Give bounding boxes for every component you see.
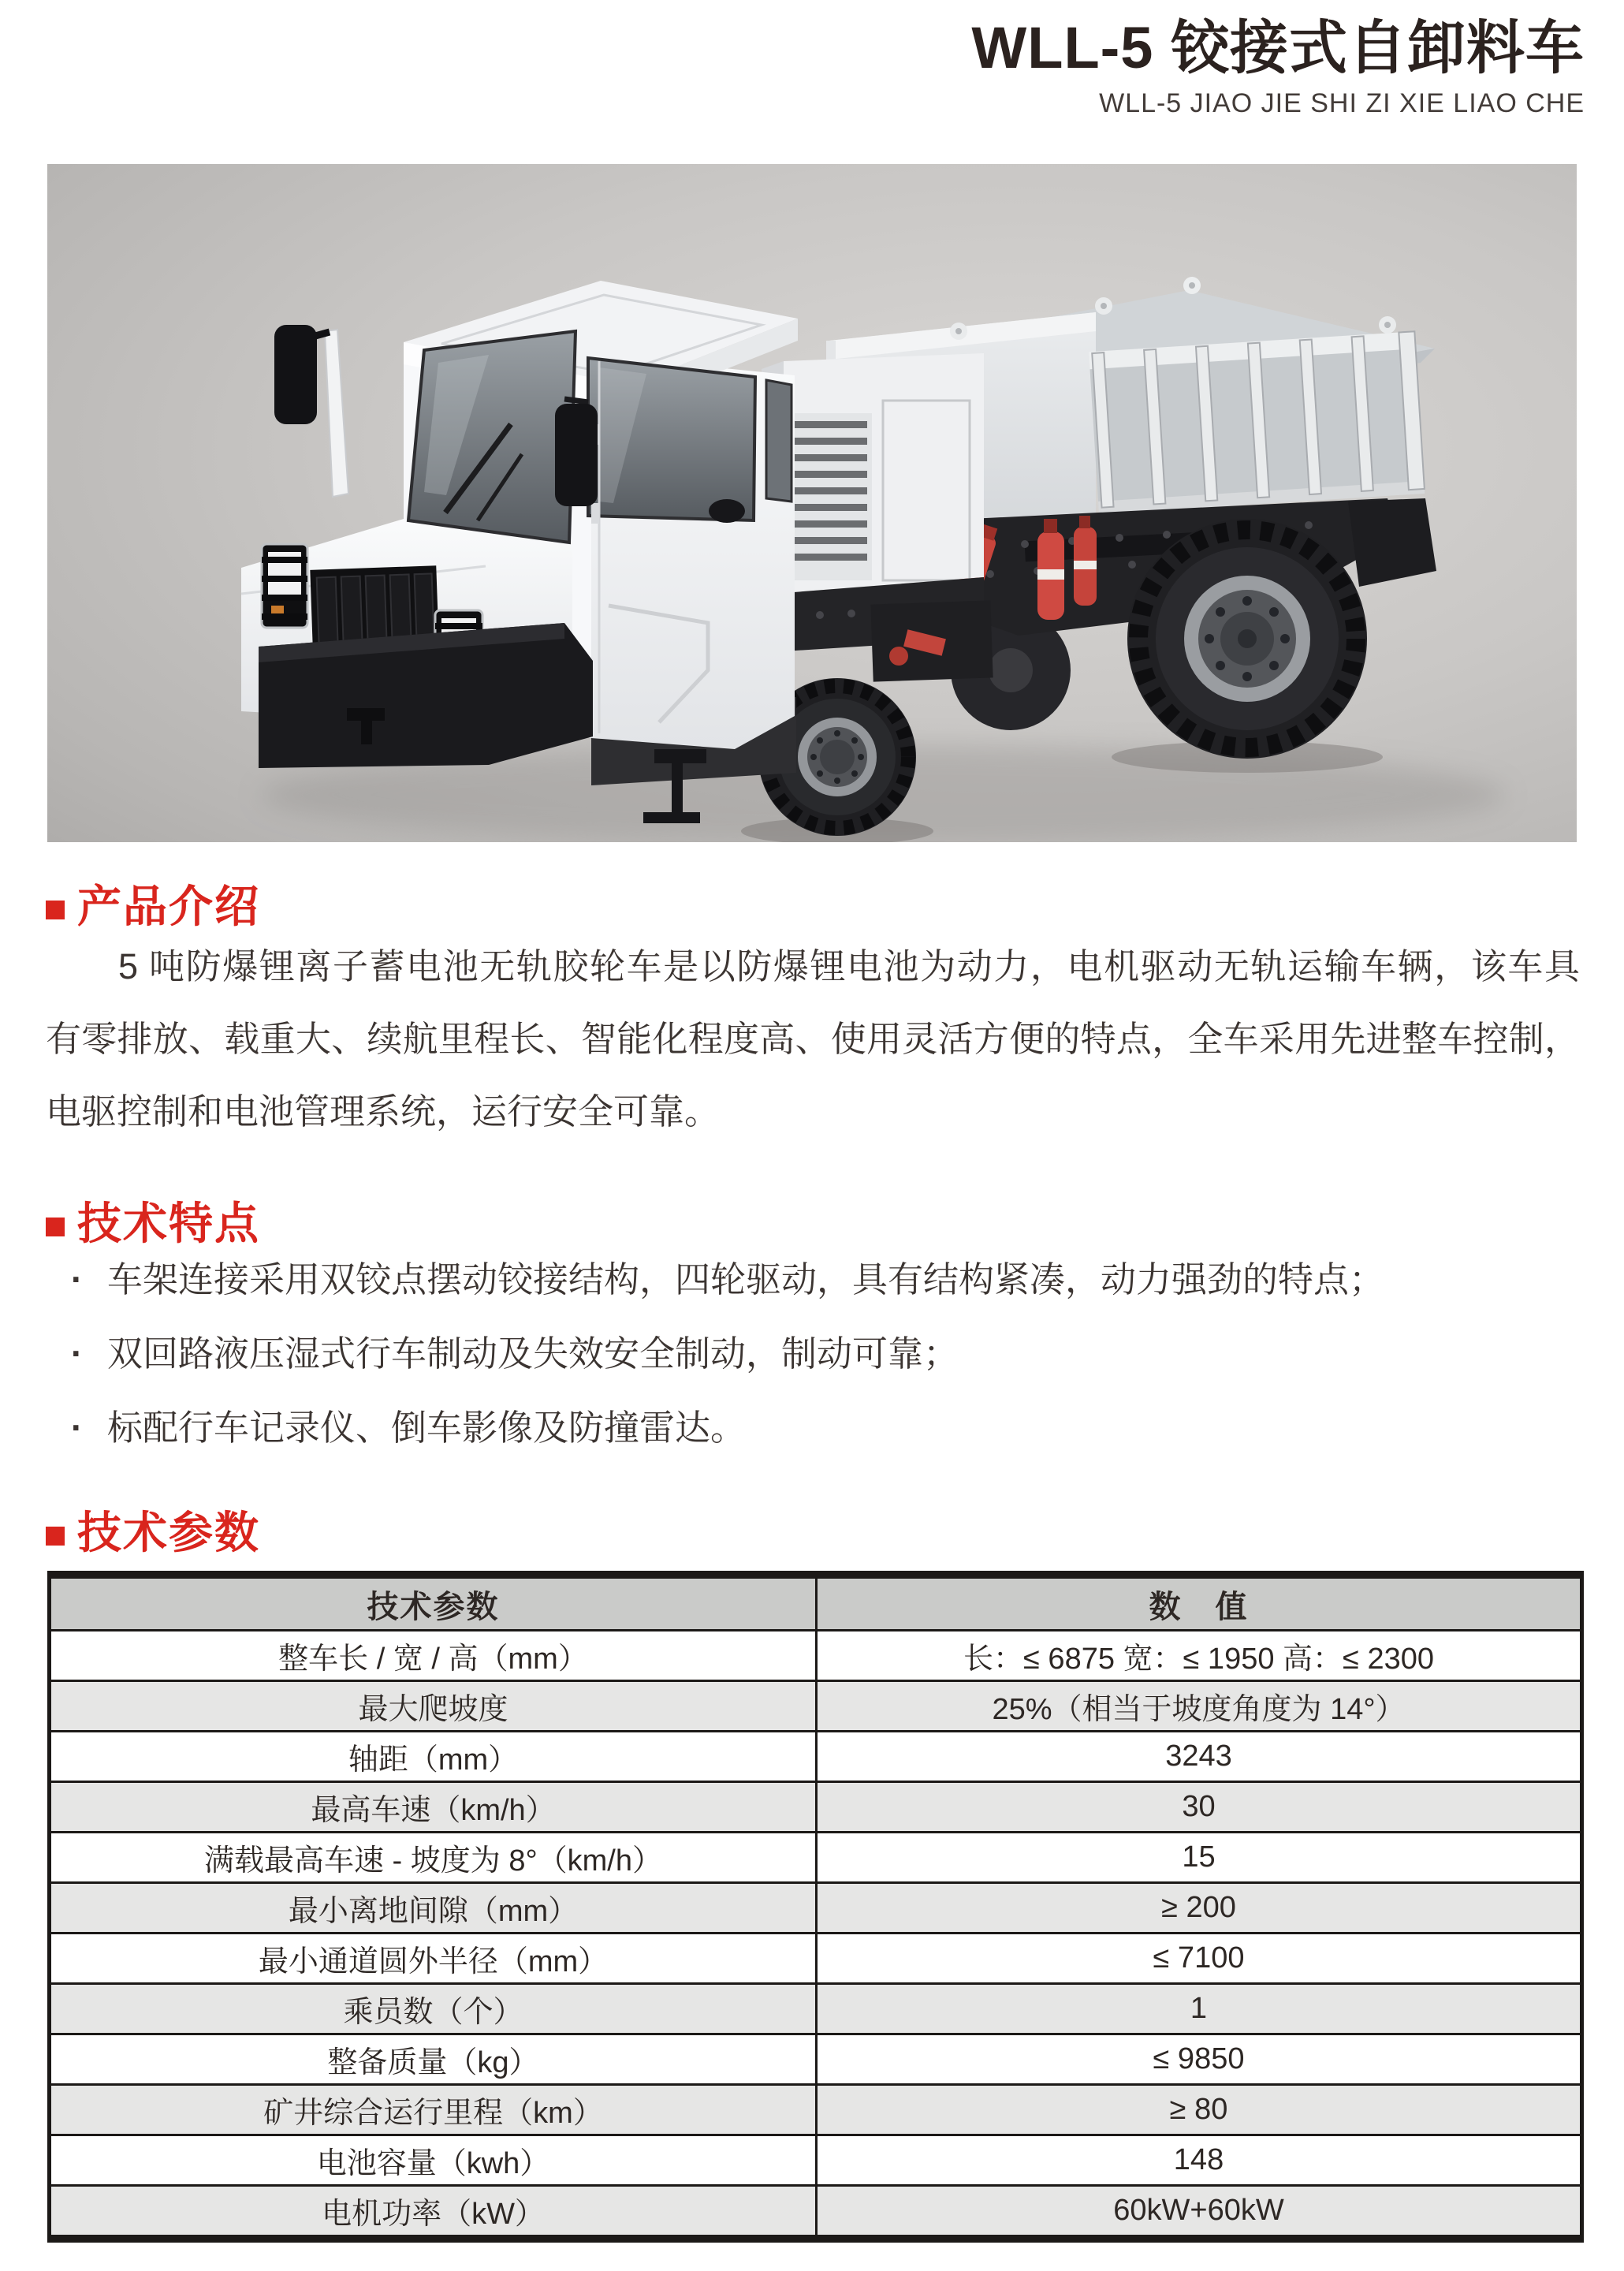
features-heading-text: 技术特点: [77, 1199, 260, 1248]
spec-row: [50, 1883, 1582, 1934]
page-title: WLL-5 铰接式自卸料车: [971, 15, 1585, 80]
spec-param-cell: 乘员数（个）: [50, 1984, 817, 2034]
feature-text: 标配行车记录仪、倒车影像及防撞雷达。: [107, 1408, 747, 1448]
feature-item: [46, 1317, 1580, 1391]
spec-row: [50, 1782, 1582, 1833]
spec-row: [50, 1681, 1582, 1732]
spec-value-cell: ≤ 9850: [817, 2034, 1582, 2085]
spec-param-cell: 电机功率（kW）: [50, 2186, 817, 2239]
red-square-bullet-icon: [46, 1527, 65, 1546]
page-header: [971, 15, 1585, 119]
spec-value-cell: 30: [817, 1782, 1582, 1833]
vent-louvers: [795, 421, 867, 561]
spec-param-cell: 矿井综合运行里程（km）: [50, 2085, 817, 2135]
intro-line-2: 有零排放、载重大、续航里程长、智能化程度高、使用灵活方便的特点，全车采用先进整车控制，: [46, 1019, 1580, 1059]
spec-value-cell: 25%（相当于坡度角度为 14°）: [817, 1681, 1582, 1732]
spec-value-cell: 60kW+60kW: [817, 2186, 1582, 2239]
spec-table-header-row: [50, 1575, 1582, 1631]
rear-left-wheel: [1127, 519, 1367, 759]
spec-col-header-param: 技术参数: [50, 1575, 817, 1631]
spec-row: [50, 1934, 1582, 1984]
spec-param-cell: 满载最高车速 - 坡度为 8°（km/h）: [50, 1833, 817, 1883]
middle-dot-bullet: ·: [71, 1259, 83, 1300]
feature-item: [46, 1391, 1580, 1465]
spec-col-header-value: 数 值: [817, 1575, 1582, 1631]
spec-param-cell: 轴距（mm）: [50, 1732, 817, 1782]
spec-value-cell: 15: [817, 1833, 1582, 1883]
spec-param-cell: 整车长 / 宽 / 高（mm）: [50, 1631, 817, 1681]
spec-row: [50, 1984, 1582, 2034]
spec-row: [50, 1631, 1582, 1681]
spec-param-cell: 最高车速（km/h）: [50, 1782, 817, 1833]
spec-param-cell: 最小离地间隙（mm）: [50, 1883, 817, 1934]
feature-item: [46, 1243, 1580, 1317]
front-bumper: [259, 623, 593, 768]
spec-row: [50, 2034, 1582, 2085]
intro-heading-text: 产品介绍: [77, 882, 260, 931]
spec-param-cell: 最大爬坡度: [50, 1681, 817, 1732]
spec-value-cell: 148: [817, 2135, 1582, 2186]
spec-value-cell: ≥ 80: [817, 2085, 1582, 2135]
left-headlamp: [262, 544, 307, 628]
middle-dot-bullet: ·: [71, 1333, 83, 1374]
feature-text: 车架连接采用双铰点摆动铰接结构，四轮驱动，具有结构紧凑，动力强劲的特点；: [107, 1259, 1385, 1300]
intro-paragraph: [46, 930, 1580, 1148]
spec-row: [50, 2186, 1582, 2239]
intro-line-3: 电驱控制和电池管理系统，运行安全可靠。: [46, 1091, 721, 1132]
section-heading-intro: [46, 872, 260, 935]
page-subtitle-pinyin: WLL-5 JIAO JIE SHI ZI XIE LIAO CHE: [1099, 88, 1585, 118]
spec-param-cell: 电池容量（kwh）: [50, 2135, 817, 2186]
spec-value-cell: 长：≤ 6875 宽：≤ 1950 高：≤ 2300: [817, 1631, 1582, 1681]
spec-value-cell: ≤ 7100: [817, 1934, 1582, 1984]
spec-row: [50, 2135, 1582, 2186]
spec-value-cell: 1: [817, 1984, 1582, 2034]
red-square-bullet-icon: [46, 901, 65, 919]
spec-param-cell: 整备质量（kg）: [50, 2034, 817, 2085]
features-list: [46, 1243, 1580, 1465]
spec-row: [50, 2085, 1582, 2135]
spec-table: [47, 1571, 1584, 2243]
door-mirror: [555, 399, 598, 506]
spec-row: [50, 1732, 1582, 1782]
articulation-joint: [870, 600, 993, 681]
red-square-bullet-icon: [46, 1218, 65, 1236]
feature-text: 双回路液压湿式行车制动及失效安全制动，制动可靠；: [107, 1333, 959, 1374]
intro-line-1: 5 吨防爆锂离子蓄电池无轨胶轮车是以防爆锂电池为动力，电机驱动无轨运输车辆，该车具: [118, 946, 1580, 986]
product-photo: [47, 164, 1577, 842]
spec-param-cell: 最小通道圆外半径（mm）: [50, 1934, 817, 1984]
specs-heading-text: 技术参数: [77, 1508, 260, 1557]
section-heading-specs: [46, 1498, 260, 1561]
spec-row: [50, 1833, 1582, 1883]
middle-dot-bullet: ·: [71, 1408, 83, 1448]
door-handle: [709, 499, 745, 523]
spec-value-cell: 3243: [817, 1732, 1582, 1782]
spec-value-cell: ≥ 200: [817, 1883, 1582, 1934]
truck-render-illustration: [47, 164, 1577, 842]
